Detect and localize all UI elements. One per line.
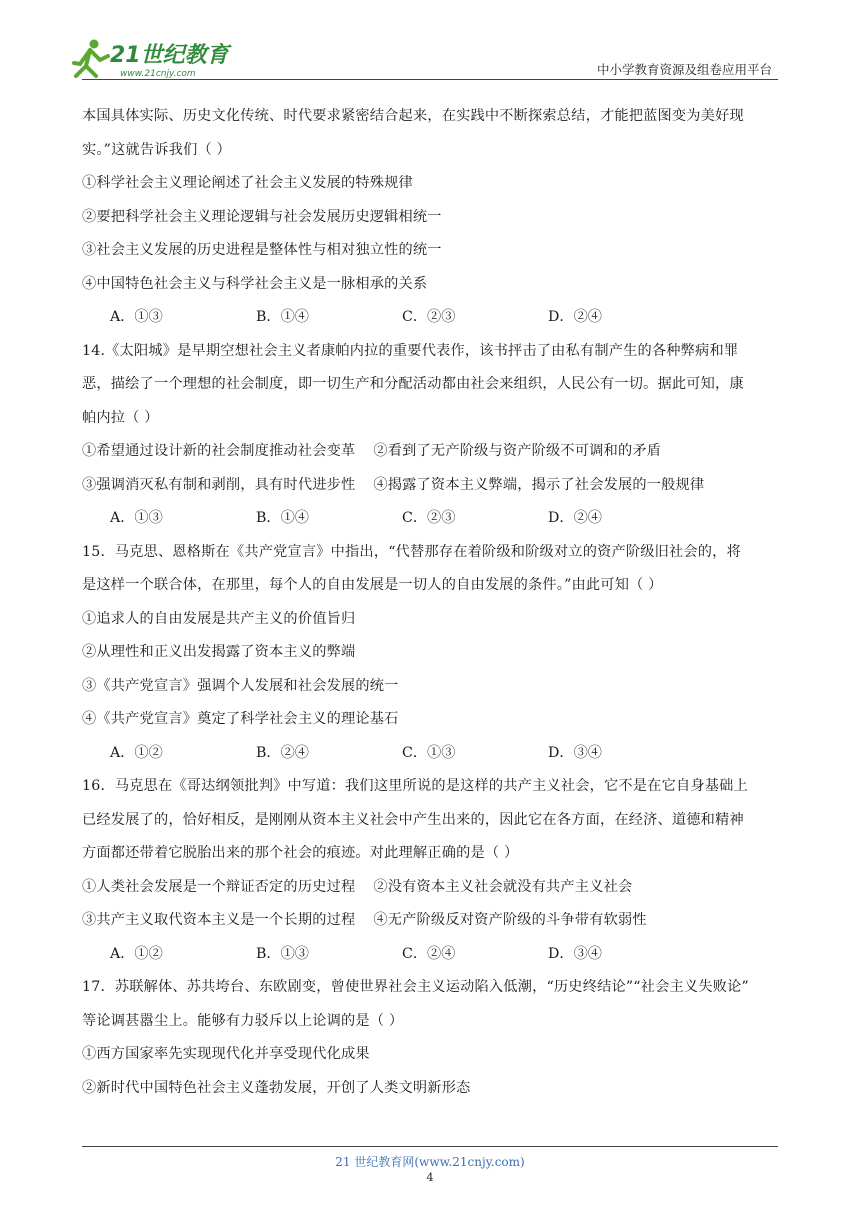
footer-site-link[interactable]: 21 世纪教育网(www.21cnjy.com) [335, 1155, 525, 1169]
q15-item-3: ③《共产党宣言》强调个人发展和社会发展的统一 [82, 677, 399, 694]
q16-option-c[interactable]: C．②④ [402, 945, 456, 962]
q13-item-1: ①科学社会主义理论阐述了社会主义发展的特殊规律 [82, 175, 413, 191]
page-header [0, 0, 860, 90]
q15-option-d[interactable]: D．③④ [548, 744, 602, 761]
q17-item-1: ①西方国家率先实现现代化并享受现代化成果 [82, 1046, 370, 1062]
q17-item-2: ②新时代中国特色社会主义蓬勃发展，开创了人类文明新形态 [82, 1079, 471, 1096]
q16-option-b[interactable]: B．①③ [256, 945, 309, 962]
q16-options [82, 938, 782, 972]
q13-item-2: ②要把科学社会主义理论逻辑与社会发展历史逻辑相统一 [82, 208, 442, 225]
q14-option-b[interactable]: B．①④ [256, 510, 309, 526]
q14-line-2: 恶，描绘了一个理想的社会制度，即一切生产和分配活动都由社会来组织，人民公有一切。据此可知，康 [82, 376, 744, 392]
q13-options [82, 301, 782, 335]
q14-line-3: 帕内拉（ ） [82, 409, 159, 426]
q16-item-3: ③共产主义取代资本主义是一个长期的过程 [82, 912, 356, 928]
q14-option-a[interactable]: A．①③ [110, 510, 163, 526]
q16-item-1: ①人类社会发展是一个辩证否定的历史过程 [82, 878, 356, 895]
header-divider [82, 79, 778, 80]
q15-line-2: 是这样一个联合体，在那里，每个人的自由发展是一切人的自由发展的条件。”由此可知（ ） [82, 577, 663, 593]
q14-item-1: ①希望通过设计新的社会制度推动社会变革 [82, 443, 356, 459]
q13-item-3: ③社会主义发展的历史进程是整体性与相对独立性的统一 [82, 242, 442, 258]
q17-line-1: 17．苏联解体、苏共垮台、东欧剧变，曾使世界社会主义运动陷入低潮，“历史终结论”“社会主义失败论” [82, 979, 749, 995]
q13-line-2: 实。”这就告诉我们（ ） [82, 141, 231, 158]
logo [72, 36, 242, 82]
q13-option-b[interactable]: B．①④ [256, 309, 309, 325]
q14-option-c[interactable]: C．②③ [402, 510, 456, 526]
q15-item-4: ④《共产党宣言》奠定了科学社会主义的理论基石 [82, 711, 399, 727]
q14-line-1: 14.《太阳城》是早期空想社会主义者康帕内拉的重要代表作，该书抨击了由私有制产生的各种弊病和罪 [82, 342, 739, 359]
q14-options [82, 502, 782, 536]
q16-option-a[interactable]: A．①② [110, 945, 163, 962]
q16-items-row-2 [82, 904, 782, 938]
logo-url: www.21cnjy.com [120, 69, 196, 79]
q13-option-a[interactable]: A．①③ [110, 309, 163, 325]
q14-item-2: ②看到了无产阶级与资产阶级不可调和的矛盾 [373, 443, 662, 459]
q14-option-d[interactable]: D．②④ [548, 510, 602, 526]
q13-line-1: 本国具体实际、历史文化传统、时代要求紧密结合起来，在实践中不断探索总结，才能把蓝图变为美好现 [82, 108, 744, 124]
question-content [82, 100, 782, 1105]
q15-option-b[interactable]: B．②④ [256, 744, 309, 761]
q15-option-c[interactable]: C．①③ [402, 744, 456, 761]
q16-option-d[interactable]: D．③④ [548, 945, 602, 962]
q16-items-row-1 [82, 871, 782, 905]
q14-items-row-2 [82, 469, 782, 503]
q15-item-2: ②从理性和正义出发揭露了资本主义的弊端 [82, 644, 356, 660]
q14-item-4: ④揭露了资本主义弊端，揭示了社会发展的一般规律 [373, 476, 705, 493]
runner-logo-icon [72, 36, 242, 82]
q16-line-3: 方面都还带着它脱胎出来的那个社会的痕迹。对此理解正确的是（ ） [82, 845, 519, 861]
q16-line-1: 16．马克思在《哥达纲领批判》中写道：我们这里所说的是这样的共产主义社会，它不是在它自身基础上 [82, 778, 748, 794]
q16-item-2: ②没有资本主义社会就没有共产主义社会 [373, 878, 633, 895]
q13-option-d[interactable]: D．②④ [548, 309, 602, 325]
q15-item-1: ①追求人的自由发展是共产主义的价值旨归 [82, 610, 356, 627]
q14-item-3: ③强调消灭私有制和剥削，具有时代进步性 [82, 476, 356, 493]
q14-items-row-1 [82, 435, 782, 469]
footer-divider [82, 1146, 778, 1147]
logo-wordmark: 21世纪教育 [110, 43, 229, 68]
q16-item-4: ④无产阶级反对资产阶级的斗争带有软弱性 [373, 912, 647, 928]
q13-item-4: ④中国特色社会主义与科学社会主义是一脉相承的关系 [82, 275, 428, 292]
q13-option-c[interactable]: C．②③ [402, 309, 456, 325]
q15-line-1: 15．马克思、恩格斯在《共产党宣言》中指出，“代替那存在着阶级和阶级对立的资产阶级旧社会的，将 [82, 543, 741, 560]
platform-name: 中小学教育资源及组卷应用平台 [596, 62, 772, 77]
q15-option-a[interactable]: A．①② [110, 744, 163, 761]
q16-line-2: 已经发展了的，恰好相反，是刚刚从资本主义社会中产生出来的，因此它在各方面，在经济、道德和精神 [82, 811, 744, 828]
q17-line-2: 等论调甚嚣尘上。能够有力驳斥以上论调的是（ ） [82, 1012, 404, 1029]
q15-options [82, 737, 782, 771]
page-number: 4 [426, 1171, 434, 1184]
